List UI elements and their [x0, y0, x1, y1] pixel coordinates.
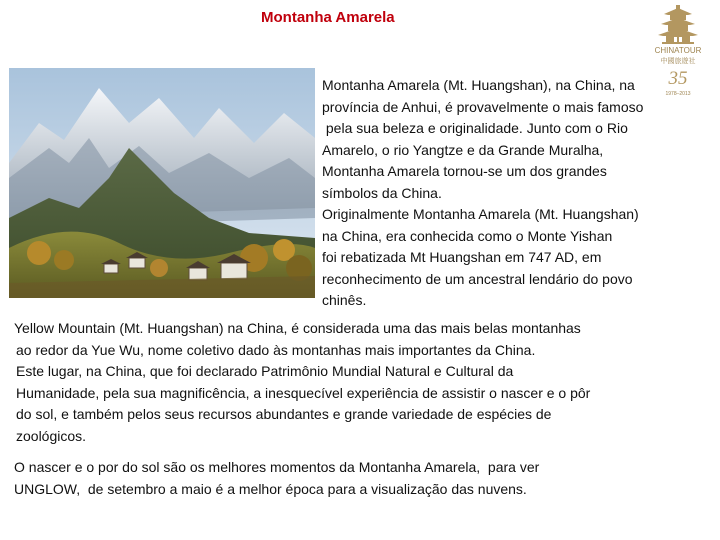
main-line: do sol, e também pelos seus recursos abundantes e grande variedade de espécies de	[16, 406, 552, 422]
main-line: Yellow Mountain (Mt. Huangshan) na China, é considerada uma das mais belas montanhas	[14, 320, 581, 336]
slide-title: Montanha Amarela	[261, 9, 395, 26]
side-line: Montanha Amarela (Mt. Huangshan), na China, na	[322, 77, 635, 93]
logo-brand: CHINATOUR	[654, 46, 702, 55]
mountain-village-photo	[9, 68, 315, 298]
main-line: ao redor da Yue Wu, nome coletivo dado às montanhas mais importantes da China.	[16, 341, 536, 358]
side-line: foi rebatizada Mt Huangshan em 747 AD, em	[322, 249, 602, 265]
logo-number: 35	[668, 68, 688, 89]
logo-years: 1978–2013	[665, 91, 691, 97]
side-line: símbolos da China.	[322, 184, 442, 201]
side-line: Originalmente Montanha Amarela (Mt. Huangshan)	[322, 206, 639, 222]
main-line: zoológicos.	[16, 427, 87, 444]
side-line: Montanha Amarela tornou-se um dos grandes	[322, 163, 607, 179]
logo-chinese: 中國旅遊社	[660, 57, 696, 65]
tail-line: UNGLOW, de setembro a maio é a melhor época para a visualização das nuvens.	[14, 480, 527, 497]
main-paragraph	[16, 318, 590, 447]
side-line: pela sua beleza e originalidade. Junto com o Rio	[322, 120, 628, 136]
side-line: província de Anhui, é provavelmente o mais famoso	[322, 98, 644, 115]
side-line: chinês.	[322, 292, 367, 308]
side-paragraph	[322, 75, 643, 312]
main-line: Humanidade, pela sua magnificência, a inesquecível experiência de assistir o nascer e o pôr	[16, 384, 591, 401]
tail-line: O nascer e o por do sol são os melhores momentos da Montanha Amarela, para ver	[14, 459, 540, 475]
main-line: Este lugar, na China, que foi declarado Patrimônio Mundial Natural e Cultural da	[16, 363, 514, 379]
side-line: na China, era conhecida como o Monte Yishan	[322, 227, 613, 244]
side-line: reconhecimento de um ancestral lendário do povo	[322, 270, 633, 287]
chinatour-logo	[650, 2, 706, 100]
side-line: Amarelo, o rio Yangtze e da Grande Muralha,	[322, 141, 604, 158]
closing-paragraph	[14, 457, 539, 500]
